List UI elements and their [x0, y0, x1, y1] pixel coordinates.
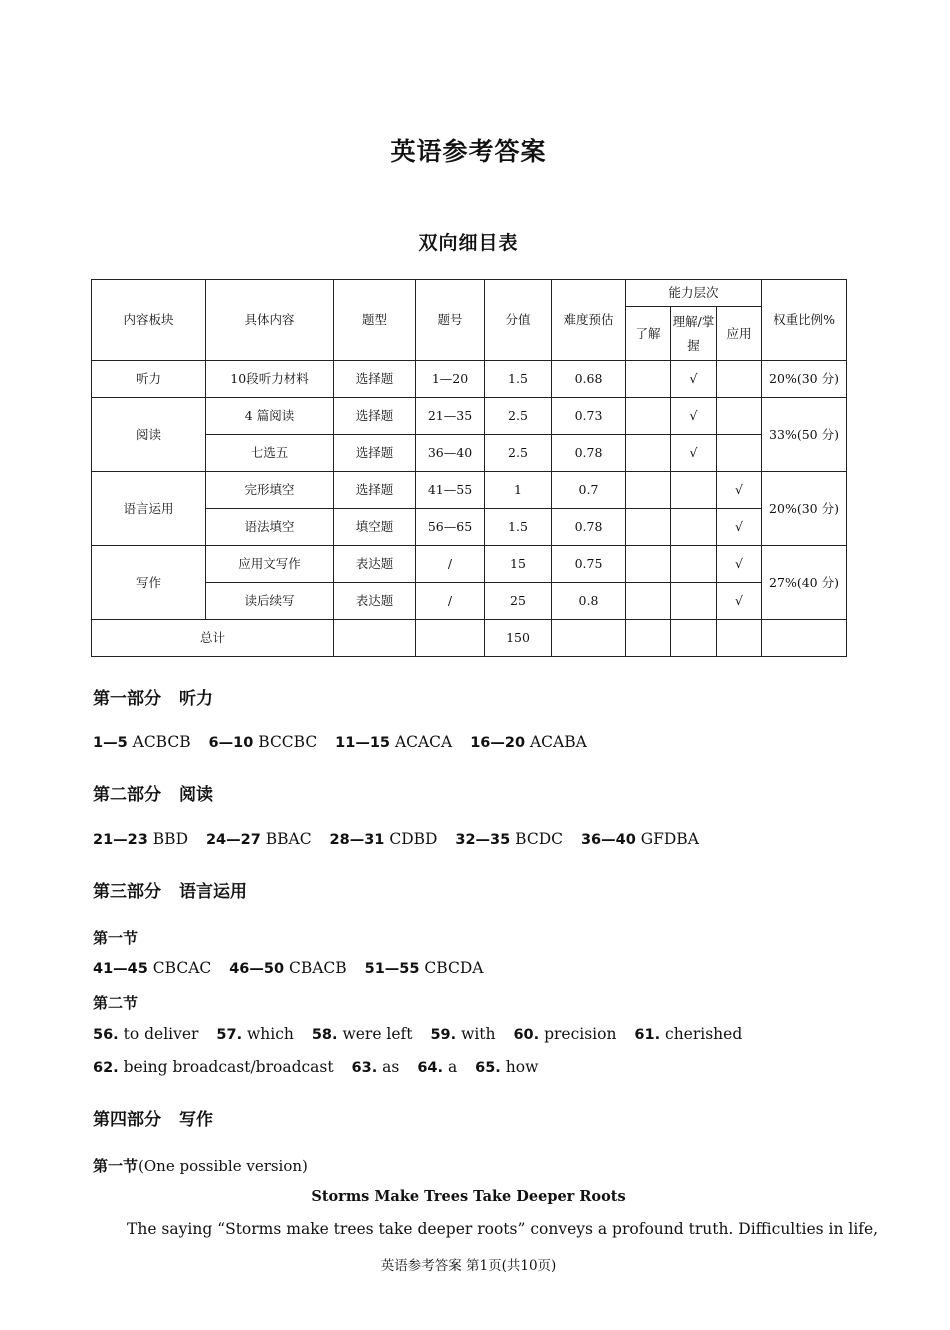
table-row [92, 472, 847, 509]
cell-type: 表达题 [334, 546, 416, 583]
page-footer: 英语参考答案 第1页(共10页) [380, 1258, 557, 1274]
answer-key: CDBD [389, 830, 438, 848]
answer-range: 28—31 [329, 832, 385, 848]
cell-master [671, 472, 717, 509]
cell-type: 选择题 [334, 472, 416, 509]
cell-content: 10段听力材料 [206, 361, 334, 398]
part3-section1-answers [93, 959, 483, 977]
answer-number: 62. [93, 1060, 119, 1076]
answer-key: BBD [152, 830, 189, 848]
total-empty [334, 620, 416, 657]
part4-heading [93, 1105, 213, 1130]
part2-number: 第二部分 [93, 785, 161, 805]
cell-qnum: / [416, 546, 485, 583]
part4-number: 第四部分 [93, 1110, 161, 1130]
cell-type: 选择题 [334, 435, 416, 472]
part4-name: 写作 [179, 1110, 213, 1130]
answer-range: 32—35 [455, 832, 511, 848]
cell-score: 2.5 [485, 435, 552, 472]
cell-apply: √ [717, 472, 762, 509]
cell-block: 听力 [92, 361, 206, 398]
answer-key: GFDBA [640, 830, 699, 848]
cell-score: 1.5 [485, 509, 552, 546]
cell-difficulty: 0.78 [552, 509, 626, 546]
cell-master: √ [671, 435, 717, 472]
cell-apply: √ [717, 509, 762, 546]
part1-name: 听力 [179, 689, 213, 709]
cell-type: 表达题 [334, 583, 416, 620]
answer-key: precision [544, 1025, 617, 1043]
cell-type: 填空题 [334, 509, 416, 546]
part4-section1-label [93, 1155, 308, 1176]
answer-key: which [247, 1025, 294, 1043]
spec-table [91, 279, 847, 657]
header-type: 题型 [334, 280, 416, 361]
cell-qnum: / [416, 583, 485, 620]
cell-understand [626, 583, 671, 620]
answer-range: 46—50 [229, 961, 285, 977]
cell-type: 选择题 [334, 398, 416, 435]
cell-apply: √ [717, 546, 762, 583]
answer-key: with [461, 1025, 496, 1043]
part3-name: 语言运用 [179, 882, 247, 902]
answer-key: ACACA [394, 733, 453, 751]
answer-key: BCDC [515, 830, 563, 848]
cell-content: 读后续写 [206, 583, 334, 620]
cell-score: 2.5 [485, 398, 552, 435]
cell-difficulty: 0.7 [552, 472, 626, 509]
cell-score: 1.5 [485, 361, 552, 398]
cell-qnum: 56—65 [416, 509, 485, 546]
answer-key: CBCDA [424, 959, 484, 977]
part4-section1: 第一节 [93, 1157, 139, 1175]
table-total-row [92, 620, 847, 657]
part3-number: 第三部分 [93, 882, 161, 902]
total-empty [717, 620, 762, 657]
answer-number: 64. [417, 1060, 443, 1076]
cell-content: 完形填空 [206, 472, 334, 509]
header-score: 分值 [485, 280, 552, 361]
answer-range: 11—15 [335, 735, 390, 751]
cell-difficulty: 0.68 [552, 361, 626, 398]
answer-key: ACABA [529, 733, 587, 751]
table-title: 双向细目表 [418, 232, 519, 254]
cell-weight: 27%(40 分) [762, 546, 847, 620]
cell-understand [626, 398, 671, 435]
cell-difficulty: 0.78 [552, 435, 626, 472]
part3-section2-label: 第二节 [93, 994, 139, 1012]
cell-understand [626, 435, 671, 472]
total-label: 总计 [92, 620, 334, 657]
total-empty [552, 620, 626, 657]
answer-range: 1—5 [93, 735, 128, 751]
header-qnum: 题号 [416, 280, 485, 361]
cell-apply [717, 361, 762, 398]
cell-master [671, 546, 717, 583]
answer-number: 58. [311, 1027, 338, 1043]
header-ability: 能力层次 [626, 280, 762, 307]
answer-number: 65. [475, 1060, 501, 1076]
cell-apply: √ [717, 583, 762, 620]
cell-difficulty: 0.75 [552, 546, 626, 583]
answer-key: ACBCB [132, 733, 191, 751]
answer-key: BBAC [265, 830, 312, 848]
cell-qnum: 1—20 [416, 361, 485, 398]
answer-key: being broadcast/broadcast [123, 1058, 334, 1076]
cell-master: √ [671, 361, 717, 398]
cell-understand [626, 546, 671, 583]
part2-answers [93, 830, 699, 848]
cell-score: 15 [485, 546, 552, 583]
part1-answers [93, 733, 587, 751]
answer-range: 21—23 [93, 832, 148, 848]
answer-range: 51—55 [364, 961, 420, 977]
cell-qnum: 41—55 [416, 472, 485, 509]
answer-range: 36—40 [580, 832, 636, 848]
cell-block: 写作 [92, 546, 206, 620]
table-header-row [92, 280, 847, 307]
answer-key: were left [342, 1025, 413, 1043]
page-title: 英语参考答案 [390, 137, 547, 166]
part1-number: 第一部分 [93, 689, 161, 709]
header-ability-master: 理解/掌握 [671, 307, 717, 361]
part3-heading [93, 877, 247, 902]
cell-content: 4 篇阅读 [206, 398, 334, 435]
cell-qnum: 21—35 [416, 398, 485, 435]
cell-weight: 20%(30 分) [762, 361, 847, 398]
total-empty [671, 620, 717, 657]
cell-master [671, 583, 717, 620]
table-row [92, 583, 847, 620]
answer-key: as [382, 1058, 400, 1076]
answer-number: 60. [513, 1027, 540, 1043]
answer-key: CBACB [288, 959, 347, 977]
header-ability-understand: 了解 [626, 307, 671, 361]
answer-key: a [447, 1058, 458, 1076]
header-difficulty: 难度预估 [552, 280, 626, 361]
cell-type: 选择题 [334, 361, 416, 398]
answer-number: 63. [351, 1060, 378, 1076]
header-content: 具体内容 [206, 280, 334, 361]
total-score: 150 [485, 620, 552, 657]
cell-master: √ [671, 398, 717, 435]
cell-understand [626, 361, 671, 398]
part4-section1-note: (One possible version) [138, 1157, 308, 1175]
cell-weight: 33%(50 分) [762, 398, 847, 472]
part2-heading [93, 780, 213, 805]
answer-key: BCCBC [258, 733, 318, 751]
answer-range: 6—10 [208, 735, 254, 751]
table-row [92, 398, 847, 435]
answer-number: 61. [634, 1027, 661, 1043]
cell-understand [626, 472, 671, 509]
cell-block: 语言运用 [92, 472, 206, 546]
cell-weight: 20%(30 分) [762, 472, 847, 546]
header-block: 内容板块 [92, 280, 206, 361]
cell-content: 应用文写作 [206, 546, 334, 583]
answer-range: 16—20 [470, 735, 526, 751]
answer-range: 24—27 [205, 832, 261, 848]
cell-score: 1 [485, 472, 552, 509]
answer-range: 41—45 [93, 961, 148, 977]
cell-qnum: 36—40 [416, 435, 485, 472]
answer-key: to deliver [123, 1025, 199, 1043]
cell-difficulty: 0.73 [552, 398, 626, 435]
cell-block: 阅读 [92, 398, 206, 472]
total-empty [416, 620, 485, 657]
cell-score: 25 [485, 583, 552, 620]
answer-number: 57. [216, 1027, 243, 1043]
answer-number: 59. [430, 1027, 457, 1043]
total-empty [626, 620, 671, 657]
cell-content: 语法填空 [206, 509, 334, 546]
part1-heading [93, 684, 213, 709]
table-row [92, 435, 847, 472]
answer-key: cherished [665, 1025, 743, 1043]
essay-first-line: The saying “Storms make trees take deeper roots” conveys a profound truth. Difficulties in life, [127, 1220, 879, 1238]
cell-content: 七选五 [206, 435, 334, 472]
part3-section2-answers-line1 [93, 1025, 742, 1043]
part3-section2-answers-line2 [93, 1058, 538, 1076]
cell-apply [717, 398, 762, 435]
cell-understand [626, 509, 671, 546]
essay-title: Storms Make Trees Take Deeper Roots [311, 1188, 626, 1205]
part2-name: 阅读 [179, 785, 213, 805]
table-row [92, 546, 847, 583]
cell-difficulty: 0.8 [552, 583, 626, 620]
answer-key: how [505, 1058, 539, 1076]
header-ability-apply: 应用 [717, 307, 762, 361]
cell-apply [717, 435, 762, 472]
header-weight: 权重比例% [762, 280, 847, 361]
answer-key: CBCAC [152, 959, 212, 977]
cell-master [671, 509, 717, 546]
table-row [92, 509, 847, 546]
total-empty [762, 620, 847, 657]
part3-section1-label: 第一节 [93, 929, 139, 947]
answer-number: 56. [93, 1027, 119, 1043]
table-row [92, 361, 847, 398]
